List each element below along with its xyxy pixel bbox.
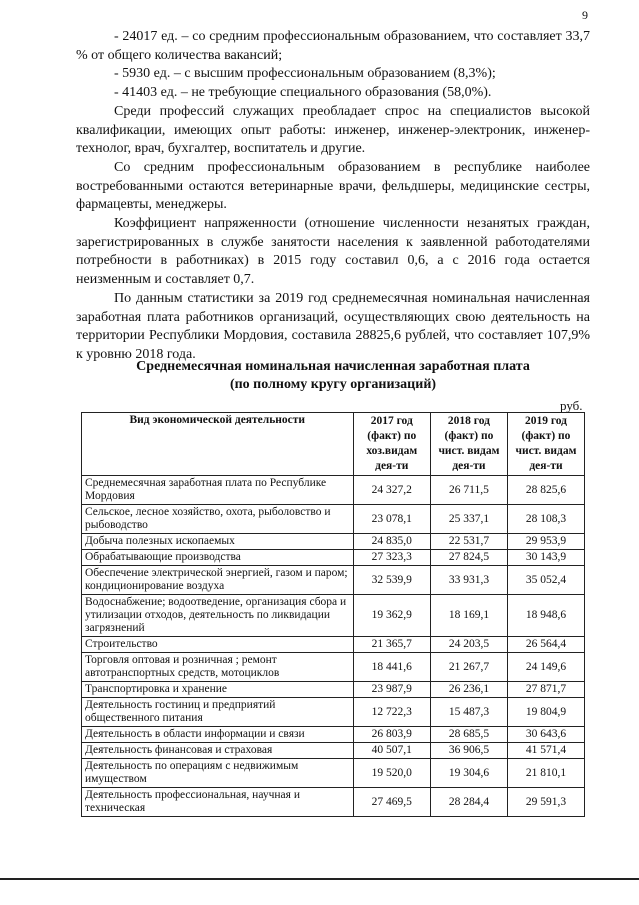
table-row [82, 534, 585, 550]
value-2019-cell: 35 052,4 [507, 566, 584, 595]
table-header-row [82, 413, 585, 476]
activity-cell: Обрабатывающие производства [82, 550, 354, 566]
value-2019-cell: 26 564,4 [507, 637, 584, 653]
table-row [82, 566, 585, 595]
activity-cell: Сельское, лесное хозяйство, охота, рыболовство и рыбоводство [82, 505, 354, 534]
activity-cell: Деятельность гостиниц и предприятий общественного питания [82, 698, 354, 727]
value-2019-cell: 27 871,7 [507, 682, 584, 698]
activity-cell: Деятельность финансовая и страховая [82, 743, 354, 759]
value-2017-cell: 27 469,5 [353, 788, 430, 817]
activity-cell: Строительство [82, 637, 354, 653]
table-title-line-1: Среднемесячная номинальная начисленная заработная плата [136, 359, 530, 374]
activity-cell: Среднемесячная заработная плата по Республике Мордовия [82, 476, 354, 505]
activity-cell: Водоснабжение; водоотведение, организация сбора и утилизации отходов, деятельность по ликвидации загрязнений [82, 595, 354, 637]
value-2017-cell: 32 539,9 [353, 566, 430, 595]
value-2017-cell: 40 507,1 [353, 743, 430, 759]
table-row [82, 595, 585, 637]
table-title [76, 358, 590, 394]
value-2019-cell: 19 804,9 [507, 698, 584, 727]
value-2018-cell: 28 685,5 [430, 727, 507, 743]
value-2017-cell: 21 365,7 [353, 637, 430, 653]
value-2018-cell: 26 711,5 [430, 476, 507, 505]
value-2017-cell: 24 835,0 [353, 534, 430, 550]
value-2018-cell: 22 531,7 [430, 534, 507, 550]
value-2018-cell: 15 487,3 [430, 698, 507, 727]
bottom-rule [0, 878, 639, 880]
value-2019-cell: 28 108,3 [507, 505, 584, 534]
value-2019-cell: 30 143,9 [507, 550, 584, 566]
value-2018-cell: 28 284,4 [430, 788, 507, 817]
table-row [82, 476, 585, 505]
value-2018-cell: 21 267,7 [430, 653, 507, 682]
value-2017-cell: 27 323,3 [353, 550, 430, 566]
header-2017: 2017 год (факт) по хоз.видам дея-ти [353, 413, 430, 476]
value-2017-cell: 19 362,9 [353, 595, 430, 637]
value-2019-cell: 21 810,1 [507, 759, 584, 788]
activity-cell: Торговля оптовая и розничная ; ремонт автотранспортных средств, мотоциклов [82, 653, 354, 682]
table-row [82, 788, 585, 817]
table-row [82, 743, 585, 759]
paragraph: Коэффициент напряженности (отношение численности незанятых граждан, зарегистрированных в службе занятости населения к заявленной работодателями потребности в работниках) в 2015 году составил 0,6, а с 2016 года остается неизменным и составляет 0,7. [76, 216, 590, 288]
value-2019-cell: 24 149,6 [507, 653, 584, 682]
value-2019-cell: 29 953,9 [507, 534, 584, 550]
table-row [82, 653, 585, 682]
paragraph: - 24017 ед. – со средним профессиональным образованием, что составляет 33,7 % от общего количества вакансий; [76, 29, 590, 63]
header-2018: 2018 год (факт) по чист. видам дея-ти [430, 413, 507, 476]
value-2017-cell: 19 520,0 [353, 759, 430, 788]
paragraph: Со средним профессиональным образованием в республике наиболее востребованными остаются ветеринарные врачи, фельдшеры, медицинские сестры, фармацевты, менеджеры. [76, 159, 590, 213]
value-2018-cell: 25 337,1 [430, 505, 507, 534]
activity-cell: Обеспечение электрической энергией, газом и паром; кондиционирование воздуха [82, 566, 354, 595]
page-number: 9 [582, 8, 588, 22]
paragraph: По данным статистики за 2019 год среднемесячная номинальная начисленная заработная плата работников организаций, осуществляющих свою деятельность на территории Республики Мордовия, составила 28825,6 рублей, что составляет 107,9% к уровню 2018 года. [76, 290, 590, 362]
value-2018-cell: 18 169,1 [430, 595, 507, 637]
table-row [82, 727, 585, 743]
paragraph: - 41403 ед. – не требующие специального образования (58,0%). [114, 85, 492, 101]
table-row [82, 759, 585, 788]
header-activity: Вид экономической деятельности [82, 413, 354, 476]
value-2019-cell: 28 825,6 [507, 476, 584, 505]
value-2017-cell: 23 078,1 [353, 505, 430, 534]
value-2017-cell: 12 722,3 [353, 698, 430, 727]
value-2018-cell: 26 236,1 [430, 682, 507, 698]
table-title-line-2: (по полному кругу организаций) [229, 377, 437, 392]
value-2019-cell: 29 591,3 [507, 788, 584, 817]
value-2017-cell: 23 987,9 [353, 682, 430, 698]
value-2017-cell: 26 803,9 [353, 727, 430, 743]
table-row [82, 550, 585, 566]
value-2018-cell: 33 931,3 [430, 566, 507, 595]
value-2018-cell: 36 906,5 [430, 743, 507, 759]
activity-cell: Деятельность по операциям с недвижимым имуществом [82, 759, 354, 788]
activity-cell: Добыча полезных ископаемых [82, 534, 354, 550]
activity-cell: Деятельность профессиональная, научная и техническая [82, 788, 354, 817]
value-2017-cell: 18 441,6 [353, 653, 430, 682]
value-2018-cell: 19 304,6 [430, 759, 507, 788]
value-2019-cell: 18 948,6 [507, 595, 584, 637]
header-2019: 2019 год (факт) по чист. видам дея-ти [507, 413, 584, 476]
body-text [76, 28, 590, 365]
value-2017-cell: 24 327,2 [353, 476, 430, 505]
value-2018-cell: 24 203,5 [430, 637, 507, 653]
wage-table [81, 412, 585, 817]
paragraph: - 5930 ед. – с высшим профессиональным образованием (8,3%); [114, 66, 496, 82]
table-row [82, 637, 585, 653]
value-2019-cell: 30 643,6 [507, 727, 584, 743]
value-2018-cell: 27 824,5 [430, 550, 507, 566]
value-2019-cell: 41 571,4 [507, 743, 584, 759]
paragraph: Среди профессий служащих преобладает спрос на специалистов высокой квалификации, имеющих опыт работы: инженер, инженер-электроник, инженер-технолог, врач, бухгалтер, воспитатель и другие. [76, 103, 590, 157]
table-row [82, 698, 585, 727]
table-row [82, 505, 585, 534]
table-row [82, 682, 585, 698]
unit-label: руб. [560, 398, 583, 413]
activity-cell: Транспортировка и хранение [82, 682, 354, 698]
activity-cell: Деятельность в области информации и связи [82, 727, 354, 743]
